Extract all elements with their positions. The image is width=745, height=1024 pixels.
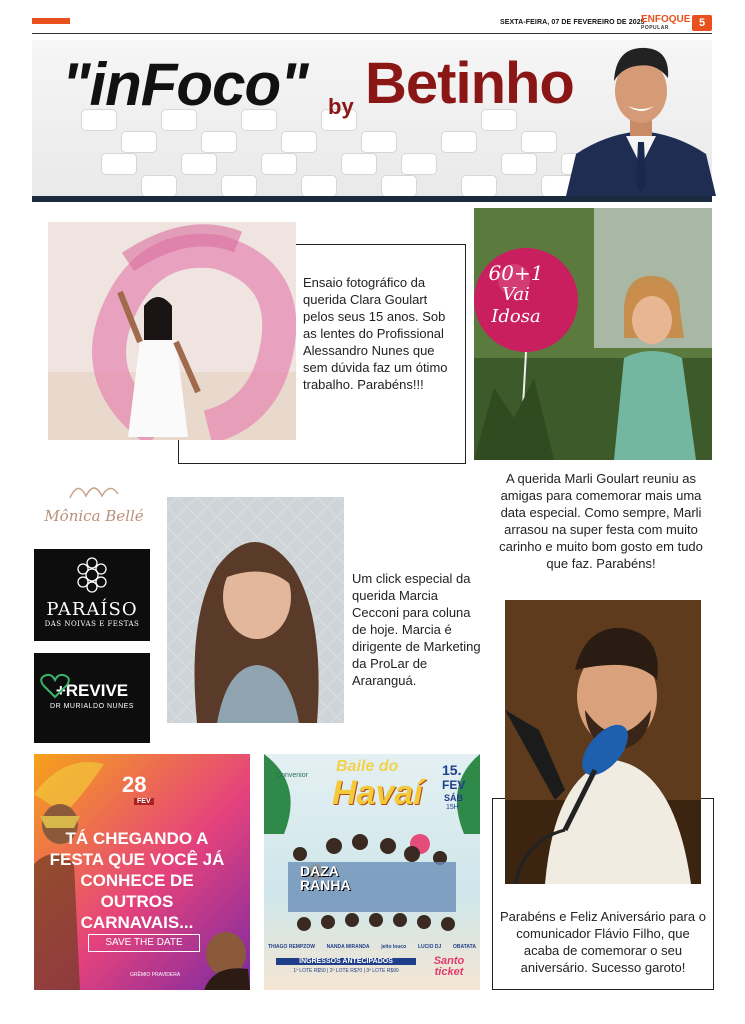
balloon-line-2: Vai xyxy=(502,284,530,305)
brand-sub: POPULAR xyxy=(641,25,669,31)
header-accent-bar xyxy=(32,18,70,24)
havai-title-line2: Havaí xyxy=(332,774,423,812)
banner-title-betinho: Betinho xyxy=(365,51,574,116)
monica-belle-name: Mônica Bellé xyxy=(44,507,144,525)
marcia-caption: Um click especial da querida Marcia Cecconi para coluna de hoje. Marcia é dirigente de Marketing da ProLar de Araranguá. xyxy=(352,571,481,688)
havai-tickets-prices: 1º LOTE R$50 | 2º LOTE R$70 | 3º LOTE R$90 xyxy=(293,968,399,974)
revive-name: +REVIVE xyxy=(55,681,129,700)
revive-logo xyxy=(34,653,150,743)
revive-doctor: DR MURIALDO NUNES xyxy=(50,703,134,710)
monica-belle-logo xyxy=(32,478,156,534)
havai-main-band: DAZA RANHA xyxy=(300,863,351,893)
flavio-caption: Parabéns e Feliz Aniversário para o comunicador Flávio Filho, que acaba de comemorar o seu aniversário. Sucesso garoto! xyxy=(500,909,706,975)
paraiso-name: PARAÍSO xyxy=(46,599,138,620)
issue-date: SEXTA-FEIRA, 07 DE FEVEREIRO DE 2025 xyxy=(500,19,645,26)
clara-caption: Ensaio fotográfico da querida Clara Goulart pelos seus 15 anos. Sob as lentes do Profissional Alessandro Nunes que sem dúvida faz um ótimo trabalho. Parabéns!!! xyxy=(303,275,448,392)
lineup-artist: THIAGO REMPZOW xyxy=(268,944,315,950)
clara-goulart-photo xyxy=(48,222,296,440)
lineup-artist: LUCIO DJ xyxy=(417,944,442,950)
carnaval-ad[interactable] xyxy=(34,754,250,990)
balloon-line-1: 60+1 xyxy=(488,261,544,285)
havai-tickets-title: INGRESSOS ANTECIPADOS xyxy=(276,958,416,965)
carnaval-club-name: GRÊMIO PRAVIDERA xyxy=(130,972,181,978)
carnaval-date-month: FEV xyxy=(134,798,154,805)
marli-goulart-photo xyxy=(474,208,712,460)
santo-ticket-logo: Santo ticket xyxy=(433,955,465,978)
banner-underline xyxy=(32,196,712,202)
banner-title-by: by xyxy=(328,94,354,119)
paraiso-tagline: DAS NOIVAS E FESTAS xyxy=(44,620,140,628)
heart-icon xyxy=(40,673,70,699)
havai-venue: Convenior xyxy=(276,772,308,779)
havai-title-line1: Baile do xyxy=(336,758,399,775)
carnaval-headline: TÁ CHEGANDO A FESTA QUE VOCÊ JÁ CONHECE DE OUTROS CARNAVAIS... xyxy=(49,829,225,932)
marcia-cecconi-photo xyxy=(167,497,344,723)
paraiso-emblem-icon xyxy=(72,555,112,595)
lineup-artist: jeito louco xyxy=(381,944,407,950)
havai-date-time: 15H xyxy=(446,804,459,811)
carnaval-date-day: 28 xyxy=(122,772,147,797)
lineup-artist: OBATATA xyxy=(452,944,476,950)
havai-date-day: 15. xyxy=(442,762,462,778)
lineup-artist: NANDA MIRANDA xyxy=(326,944,370,950)
balloon-line-3: Idosa xyxy=(491,306,541,327)
marli-caption: A querida Marli Goulart reuniu as amigas para comemorar mais uma data especial. Como sempre, Marli arrasou na super festa com muito carinho e muito bom gosto em tudo que faz. Parabéns! xyxy=(499,471,703,571)
header-divider xyxy=(32,33,712,34)
baile-havai-ad[interactable] xyxy=(264,754,480,990)
monica-belle-monogram xyxy=(64,478,124,502)
paraiso-logo xyxy=(34,549,150,641)
page-number: 5 xyxy=(692,15,712,31)
banner-title-infoco: "inFoco" xyxy=(62,51,308,118)
havai-date-month: FEV xyxy=(442,778,466,792)
havai-date-weekday: SÁB xyxy=(444,793,464,803)
brand-main: ENFOQUE xyxy=(641,14,691,25)
save-the-date-badge: SAVE THE DATE xyxy=(88,934,200,952)
columnist-portrait xyxy=(566,36,716,196)
havai-lineup xyxy=(268,944,476,950)
balloon-lettering xyxy=(476,262,556,328)
newspaper-logo xyxy=(641,15,690,33)
flavio-filho-photo xyxy=(505,600,701,884)
